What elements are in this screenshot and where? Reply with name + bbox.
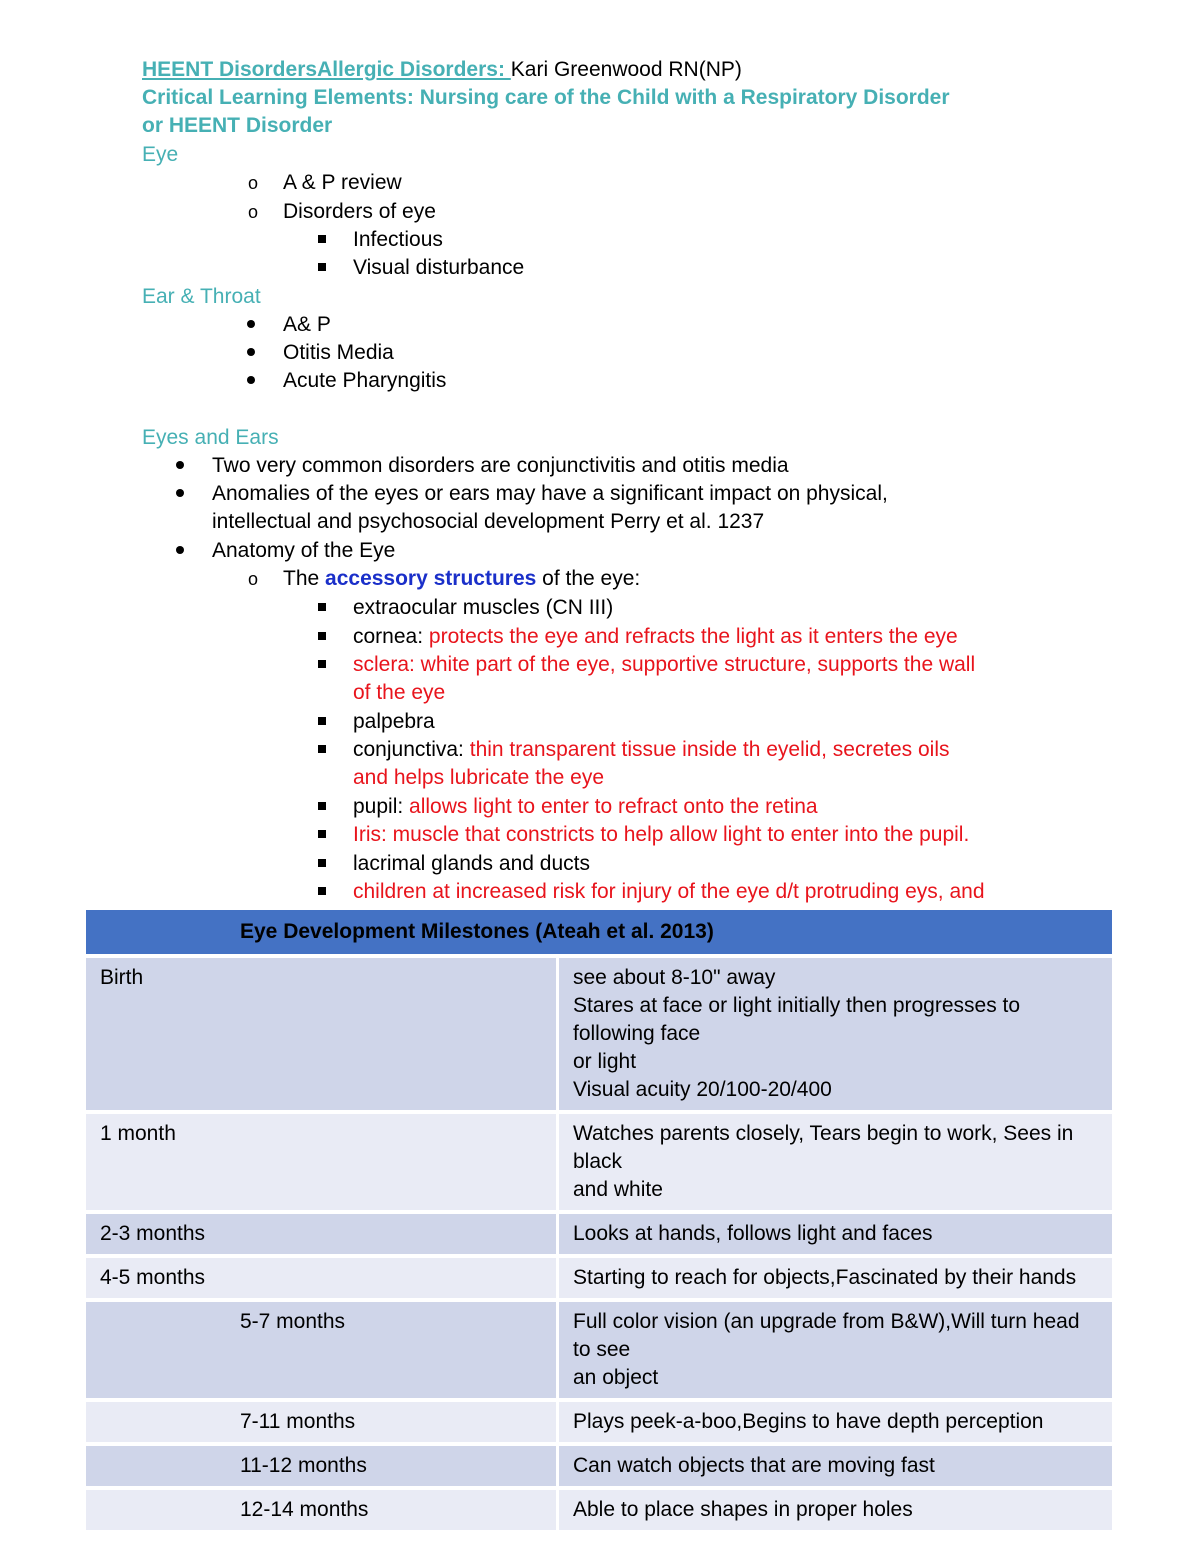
cornea-desc: protects the eye and refracts the light as it enters the eye <box>428 625 958 648</box>
age-cell: 1 month <box>86 1114 559 1210</box>
age-cell: 11-12 months <box>86 1446 559 1486</box>
circle-bullet-icon: o <box>248 569 259 589</box>
square-bullet-icon <box>318 745 326 753</box>
circle-bullet-icon: o <box>248 173 259 193</box>
square-bullet-icon <box>318 830 326 838</box>
structure-pupil <box>353 793 818 821</box>
eye-subitem-visual: Visual disturbance <box>353 256 525 279</box>
milestone-line: Plays peek-a-boo,Begins to have depth perception <box>573 1410 1044 1433</box>
eye-subitem-infectious: Infectious <box>353 228 443 251</box>
ear-item-ap: A& P <box>283 313 331 336</box>
conjunctiva-label: conjunctiva: <box>353 738 470 761</box>
author-name: Kari Greenwood RN(NP) <box>510 58 742 81</box>
milestone-line: Can watch objects that are moving fast <box>573 1454 935 1477</box>
milestone-line: Watches parents closely, Tears begin to work, Sees in black <box>573 1122 1074 1173</box>
age-cell: 4-5 months <box>86 1258 559 1298</box>
milestone-cell <box>559 1302 1112 1398</box>
disc-bullet-icon <box>247 348 255 356</box>
square-bullet-icon <box>318 263 326 271</box>
conjunctiva-desc-2: and helps lubricate the eye <box>353 766 605 789</box>
square-bullet-icon <box>318 717 326 725</box>
table-row <box>86 1214 1112 1254</box>
title-heent: HEENT DisordersAllergic Disorders: <box>142 58 511 81</box>
milestone-line: see about 8-10" away <box>573 966 776 989</box>
milestone-cell <box>559 1402 1112 1442</box>
accessory-post: of the eye: <box>536 567 641 590</box>
cornea-label: cornea: <box>353 625 429 648</box>
structure-children-risk: children at increased risk for injury of the eye d/t protruding eys, and <box>353 880 985 903</box>
accessory-emphasis: accessory structures <box>325 567 537 590</box>
eyes-ears-bullet-2-line-2: intellectual and psychosocial development Perry et al. 1237 <box>212 510 765 533</box>
milestone-cell <box>559 1114 1112 1210</box>
square-bullet-icon <box>318 802 326 810</box>
subtitle-line-2: or HEENT Disorder <box>142 114 333 137</box>
milestone-cell <box>559 1214 1112 1254</box>
milestones-table <box>86 906 1112 1534</box>
milestone-line: Stares at face or light initially then progresses to following face <box>573 994 1021 1045</box>
square-bullet-icon <box>318 887 326 895</box>
eyes-ears-heading: Eyes and Ears <box>142 426 279 449</box>
milestone-line: an object <box>573 1366 659 1389</box>
ear-item-otitis: Otitis Media <box>283 341 394 364</box>
milestone-line: Starting to reach for objects,Fascinated by their hands <box>573 1266 1077 1289</box>
table-row <box>86 1302 1112 1398</box>
milestone-line: Visual acuity 20/100-20/400 <box>573 1078 832 1101</box>
milestone-line: and white <box>573 1178 663 1201</box>
age-cell: 7-11 months <box>86 1402 559 1442</box>
structure-sclera-line-2: of the eye <box>353 681 446 704</box>
milestone-line: or light <box>573 1050 637 1073</box>
table-row <box>86 1114 1112 1210</box>
age-cell: 5-7 months <box>86 1302 559 1398</box>
table-row <box>86 1446 1112 1486</box>
structure-cornea <box>353 623 958 651</box>
eye-item-ap-review: A & P review <box>283 171 402 194</box>
circle-bullet-icon: o <box>248 202 259 222</box>
square-bullet-icon <box>318 235 326 243</box>
ear-item-pharyngitis: Acute Pharyngitis <box>283 369 447 392</box>
ear-throat-heading: Ear & Throat <box>142 285 261 308</box>
square-bullet-icon <box>318 603 326 611</box>
age-cell: Birth <box>86 958 559 1110</box>
milestone-cell <box>559 958 1112 1110</box>
table-header-row <box>86 910 1112 954</box>
table-row <box>86 1402 1112 1442</box>
age-cell: 2-3 months <box>86 1214 559 1254</box>
doc-title <box>142 56 742 84</box>
disc-bullet-icon <box>247 376 255 384</box>
structure-conjunctiva <box>353 736 949 764</box>
square-bullet-icon <box>318 632 326 640</box>
subtitle-line-1: Critical Learning Elements: Nursing care of the Child with a Respiratory Disorder <box>142 86 950 109</box>
disc-bullet-icon <box>247 320 255 328</box>
milestone-cell <box>559 1490 1112 1530</box>
milestone-line: Able to place shapes in proper holes <box>573 1498 913 1521</box>
structure-palpebra: palpebra <box>353 710 435 733</box>
milestone-cell <box>559 1446 1112 1486</box>
pupil-desc: allows light to enter to refract onto the retina <box>409 795 818 818</box>
eye-item-disorders: Disorders of eye <box>283 200 436 223</box>
table-title: Eye Development Milestones (Ateah et al. 2013) <box>86 910 1112 954</box>
table-row <box>86 958 1112 1110</box>
structure-extraocular: extraocular muscles (CN III) <box>353 596 614 619</box>
milestone-line: Looks at hands, follows light and faces <box>573 1222 933 1245</box>
eyes-ears-bullet-3: Anatomy of the Eye <box>212 539 396 562</box>
square-bullet-icon <box>318 660 326 668</box>
table-row <box>86 1258 1112 1298</box>
square-bullet-icon <box>318 859 326 867</box>
eyes-ears-bullet-1: Two very common disorders are conjunctivitis and otitis media <box>212 454 789 477</box>
structure-sclera-line-1: sclera: white part of the eye, supportive structure, supports the wall <box>353 653 976 676</box>
table-row <box>86 1490 1112 1530</box>
disc-bullet-icon <box>176 546 184 554</box>
structure-lacrimal: lacrimal glands and ducts <box>353 852 590 875</box>
disc-bullet-icon <box>176 461 184 469</box>
eye-heading: Eye <box>142 143 179 166</box>
conjunctiva-desc-1: thin transparent tissue inside th eyelid, secretes oils <box>469 738 950 761</box>
pupil-label: pupil: <box>353 795 410 818</box>
eyes-ears-bullet-2-line-1: Anomalies of the eyes or ears may have a significant impact on physical, <box>212 482 888 505</box>
milestone-line: Full color vision (an upgrade from B&W),Will turn head to see <box>573 1310 1080 1361</box>
age-cell: 12-14 months <box>86 1490 559 1530</box>
disc-bullet-icon <box>176 489 184 497</box>
milestone-cell <box>559 1258 1112 1298</box>
accessory-structures-line <box>283 565 640 593</box>
structure-iris: Iris: muscle that constricts to help allow light to enter into the pupil. <box>353 823 970 846</box>
accessory-pre: The <box>283 567 326 590</box>
